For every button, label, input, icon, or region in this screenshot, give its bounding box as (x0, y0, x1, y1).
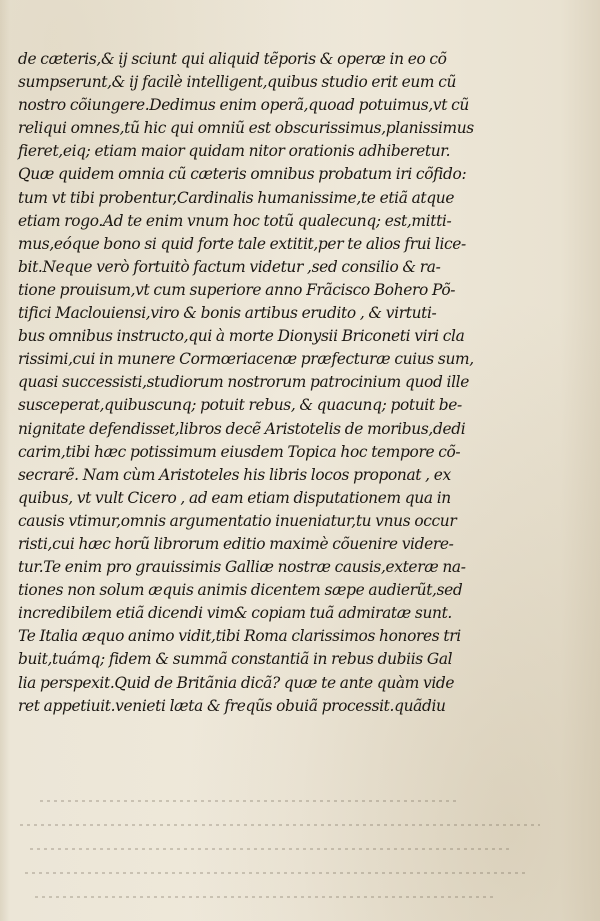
text-line: bus omnibus instructo,qui à morte Dionysii Briconeti viri cla (18, 327, 465, 346)
text-line: quasi successisti,studiorum nostrorum patrocinium quod ille (18, 373, 469, 392)
text-line: buit,tuámq; fidem & summã constantiã in rebus dubiis Gal (18, 650, 453, 669)
text-line: tifici Maclouiensi,viro & bonis artibus erudito , & virtuti- (18, 304, 437, 323)
text-line: Te Italia æquo animo vidit,tibi Roma clarissimos honores tri (18, 627, 461, 646)
text-line: secrarẽ. Nam cùm Aristoteles his libris locos proponat , ex (18, 465, 451, 484)
text-line: causis vtimur,omnis argumentatio inueniatur,tu vnus occur (18, 511, 457, 530)
text-line: mus,eóque bono si quid forte tale extitit,per te alios frui lice- (18, 234, 466, 253)
text-line: nignitate defendisset,libros decẽ Aristotelis de moribus,dedi (18, 419, 466, 438)
show-through-texture (0, 780, 600, 921)
text-line: quibus, vt vult Cicero , ad eam etiam disputationem qua in (18, 488, 451, 507)
text-line: ret appetiuit.venieti læta & freqũs obuiã processit.quãdiu (18, 696, 446, 715)
text-line: etiam rogo.Ad te enim vnum hoc totũ qualecunq; est,mitti- (18, 211, 452, 230)
text-line: nostro cõiungere.Dedimus enim operã,quoad potuimus,vt cũ (18, 96, 469, 115)
text-line: de cæteris,& ij sciunt qui aliquid tẽporis & operæ in eo cõ (18, 50, 447, 68)
text-line: tur.Te enim pro grauissimis Galliæ nostræ causis,exteræ na- (18, 558, 466, 577)
text-line: sumpserunt,& ij facilè intelligent,quibus studio erit eum cũ (18, 73, 457, 92)
text-line: Quæ quidem omnia cũ cæteris omnibus probatum iri cõfido: (18, 165, 467, 184)
text-line: reliqui omnes,tũ hic qui omniũ est obscurissimus,planissimus (18, 119, 474, 138)
text-line: rissimi,cui in munere Cormœriacenæ præfecturæ cuius sum, (18, 350, 474, 369)
text-line: incredibilem etiã dicendi vim& copiam tuã admiratæ sunt. (18, 604, 452, 623)
text-line: carim,tibi hæc potissimum eiusdem Topica hoc tempore cõ- (18, 442, 461, 461)
text-line: susceperat,quibuscunq; potuit rebus, & quacunq; potuit be- (18, 396, 462, 415)
text-line: tum vt tibi probentur,Cardinalis humanissime,te etiã atque (18, 188, 455, 207)
text-line: tiones non solum æquis animis dicentem sæpe audierũt,sed (18, 581, 463, 600)
text-line: tione prouisum,vt cum superiore anno Frãcisco Bohero Põ- (18, 280, 456, 299)
text-line: risti,cui hæc horũ librorum editio maximè cõuenire videre- (18, 534, 454, 553)
text-line: bit.Neque verò fortuitò factum videtur ,sed consilio & ra- (18, 257, 441, 276)
text-line: lia perspexit.Quid de Britãnia dicã? quæ te ante quàm vide (18, 673, 455, 692)
latin-text-block (18, 48, 590, 718)
text-line: fieret,eiq; etiam maior quidam nitor orationis adhiberetur. (18, 142, 451, 161)
